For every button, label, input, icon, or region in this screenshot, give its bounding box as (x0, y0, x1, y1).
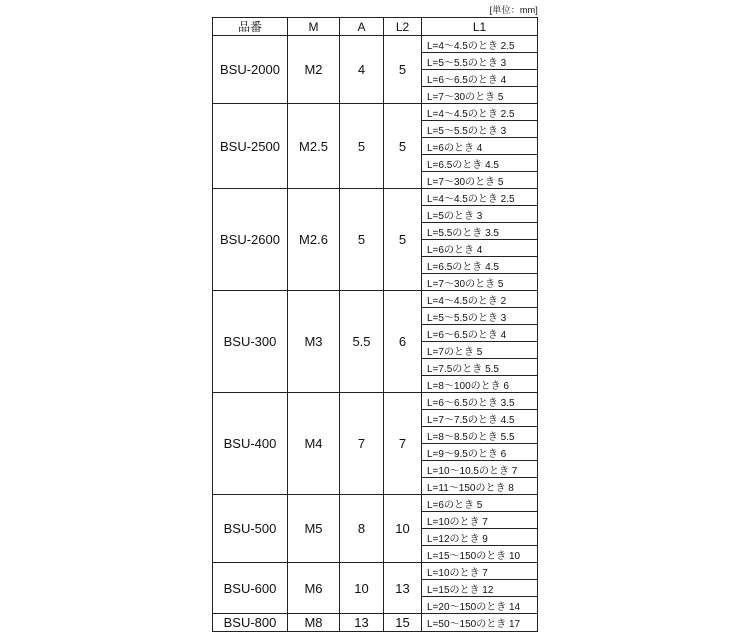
thread-size-cell: M2.5 (288, 104, 340, 189)
table-row (213, 36, 538, 53)
header-a: A (340, 18, 384, 36)
l1-condition-cell: L=7～7.5のとき 4.5 (422, 410, 538, 427)
l1-condition-cell: L=11～150のとき 8 (422, 478, 538, 495)
table-row (213, 291, 538, 308)
a-dimension-cell: 8 (340, 495, 384, 563)
l1-condition-cell: L=6のとき 4 (422, 240, 538, 257)
l1-condition-cell: L=6のとき 4 (422, 138, 538, 155)
l1-condition-cell: L=5～5.5のとき 3 (422, 53, 538, 70)
l1-condition-cell: L=5のとき 3 (422, 206, 538, 223)
unit-label: [単位：mm] (489, 5, 538, 15)
l1-condition-cell: L=4～4.5のとき 2.5 (422, 36, 538, 53)
l2-dimension-cell: 7 (384, 393, 422, 495)
l1-condition-cell: L=5～5.5のとき 3 (422, 121, 538, 138)
header-row (213, 18, 538, 36)
table-row (213, 104, 538, 121)
table-row (213, 563, 538, 580)
l1-condition-cell: L=4～4.5のとき 2.5 (422, 104, 538, 121)
header-part: 品番 (213, 18, 288, 36)
spec-table-body (213, 36, 538, 632)
l1-condition-cell: L=7～30のとき 5 (422, 172, 538, 189)
l1-condition-cell: L=8～8.5のとき 5.5 (422, 427, 538, 444)
a-dimension-cell: 5 (340, 189, 384, 291)
part-number-cell: BSU-800 (213, 614, 288, 632)
thread-size-cell: M8 (288, 614, 340, 632)
part-number-cell: BSU-600 (213, 563, 288, 614)
l1-condition-cell: L=15のとき 12 (422, 580, 538, 597)
thread-size-cell: M3 (288, 291, 340, 393)
l1-condition-cell: L=4～4.5のとき 2 (422, 291, 538, 308)
l1-condition-cell: L=6～6.5のとき 3.5 (422, 393, 538, 410)
l1-condition-cell: L=6～6.5のとき 4 (422, 70, 538, 87)
l1-condition-cell: L=9～9.5のとき 6 (422, 444, 538, 461)
l1-condition-cell: L=10のとき 7 (422, 563, 538, 580)
table-row (213, 393, 538, 410)
a-dimension-cell: 10 (340, 563, 384, 614)
l1-condition-cell: L=10のとき 7 (422, 512, 538, 529)
a-dimension-cell: 4 (340, 36, 384, 104)
l2-dimension-cell: 13 (384, 563, 422, 614)
a-dimension-cell: 13 (340, 614, 384, 632)
header-l2: L2 (384, 18, 422, 36)
l1-condition-cell: L=6のとき 5 (422, 495, 538, 512)
part-number-cell: BSU-300 (213, 291, 288, 393)
l1-condition-cell: L=7～30のとき 5 (422, 274, 538, 291)
l2-dimension-cell: 6 (384, 291, 422, 393)
l1-condition-cell: L=7のとき 5 (422, 342, 538, 359)
spec-table (212, 17, 538, 632)
l1-condition-cell: L=8～100のとき 6 (422, 376, 538, 393)
thread-size-cell: M6 (288, 563, 340, 614)
l1-condition-cell: L=7～30のとき 5 (422, 87, 538, 104)
l1-condition-cell: L=5～5.5のとき 3 (422, 308, 538, 325)
header-l1: L1 (422, 18, 538, 36)
part-number-cell: BSU-2000 (213, 36, 288, 104)
thread-size-cell: M5 (288, 495, 340, 563)
l1-condition-cell: L=6.5のとき 4.5 (422, 155, 538, 172)
a-dimension-cell: 5 (340, 104, 384, 189)
table-row (213, 614, 538, 632)
l1-condition-cell: L=7.5のとき 5.5 (422, 359, 538, 376)
part-number-cell: BSU-500 (213, 495, 288, 563)
a-dimension-cell: 7 (340, 393, 384, 495)
part-number-cell: BSU-400 (213, 393, 288, 495)
l1-condition-cell: L=10～10.5のとき 7 (422, 461, 538, 478)
thread-size-cell: M2.6 (288, 189, 340, 291)
l1-condition-cell: L=20～150のとき 14 (422, 597, 538, 614)
l2-dimension-cell: 5 (384, 189, 422, 291)
a-dimension-cell: 5.5 (340, 291, 384, 393)
thread-size-cell: M2 (288, 36, 340, 104)
l1-condition-cell: L=6～6.5のとき 4 (422, 325, 538, 342)
thread-size-cell: M4 (288, 393, 340, 495)
table-row (213, 189, 538, 206)
header-m: M (288, 18, 340, 36)
part-number-cell: BSU-2500 (213, 104, 288, 189)
l2-dimension-cell: 15 (384, 614, 422, 632)
l2-dimension-cell: 5 (384, 104, 422, 189)
l1-condition-cell: L=5.5のとき 3.5 (422, 223, 538, 240)
part-number-cell: BSU-2600 (213, 189, 288, 291)
l2-dimension-cell: 10 (384, 495, 422, 563)
table-row (213, 495, 538, 512)
l1-condition-cell: L=4～4.5のとき 2.5 (422, 189, 538, 206)
l1-condition-cell: L=12のとき 9 (422, 529, 538, 546)
l1-condition-cell: L=50～150のとき 17 (422, 614, 538, 632)
l2-dimension-cell: 5 (384, 36, 422, 104)
l1-condition-cell: L=15～150のとき 10 (422, 546, 538, 563)
l1-condition-cell: L=6.5のとき 4.5 (422, 257, 538, 274)
